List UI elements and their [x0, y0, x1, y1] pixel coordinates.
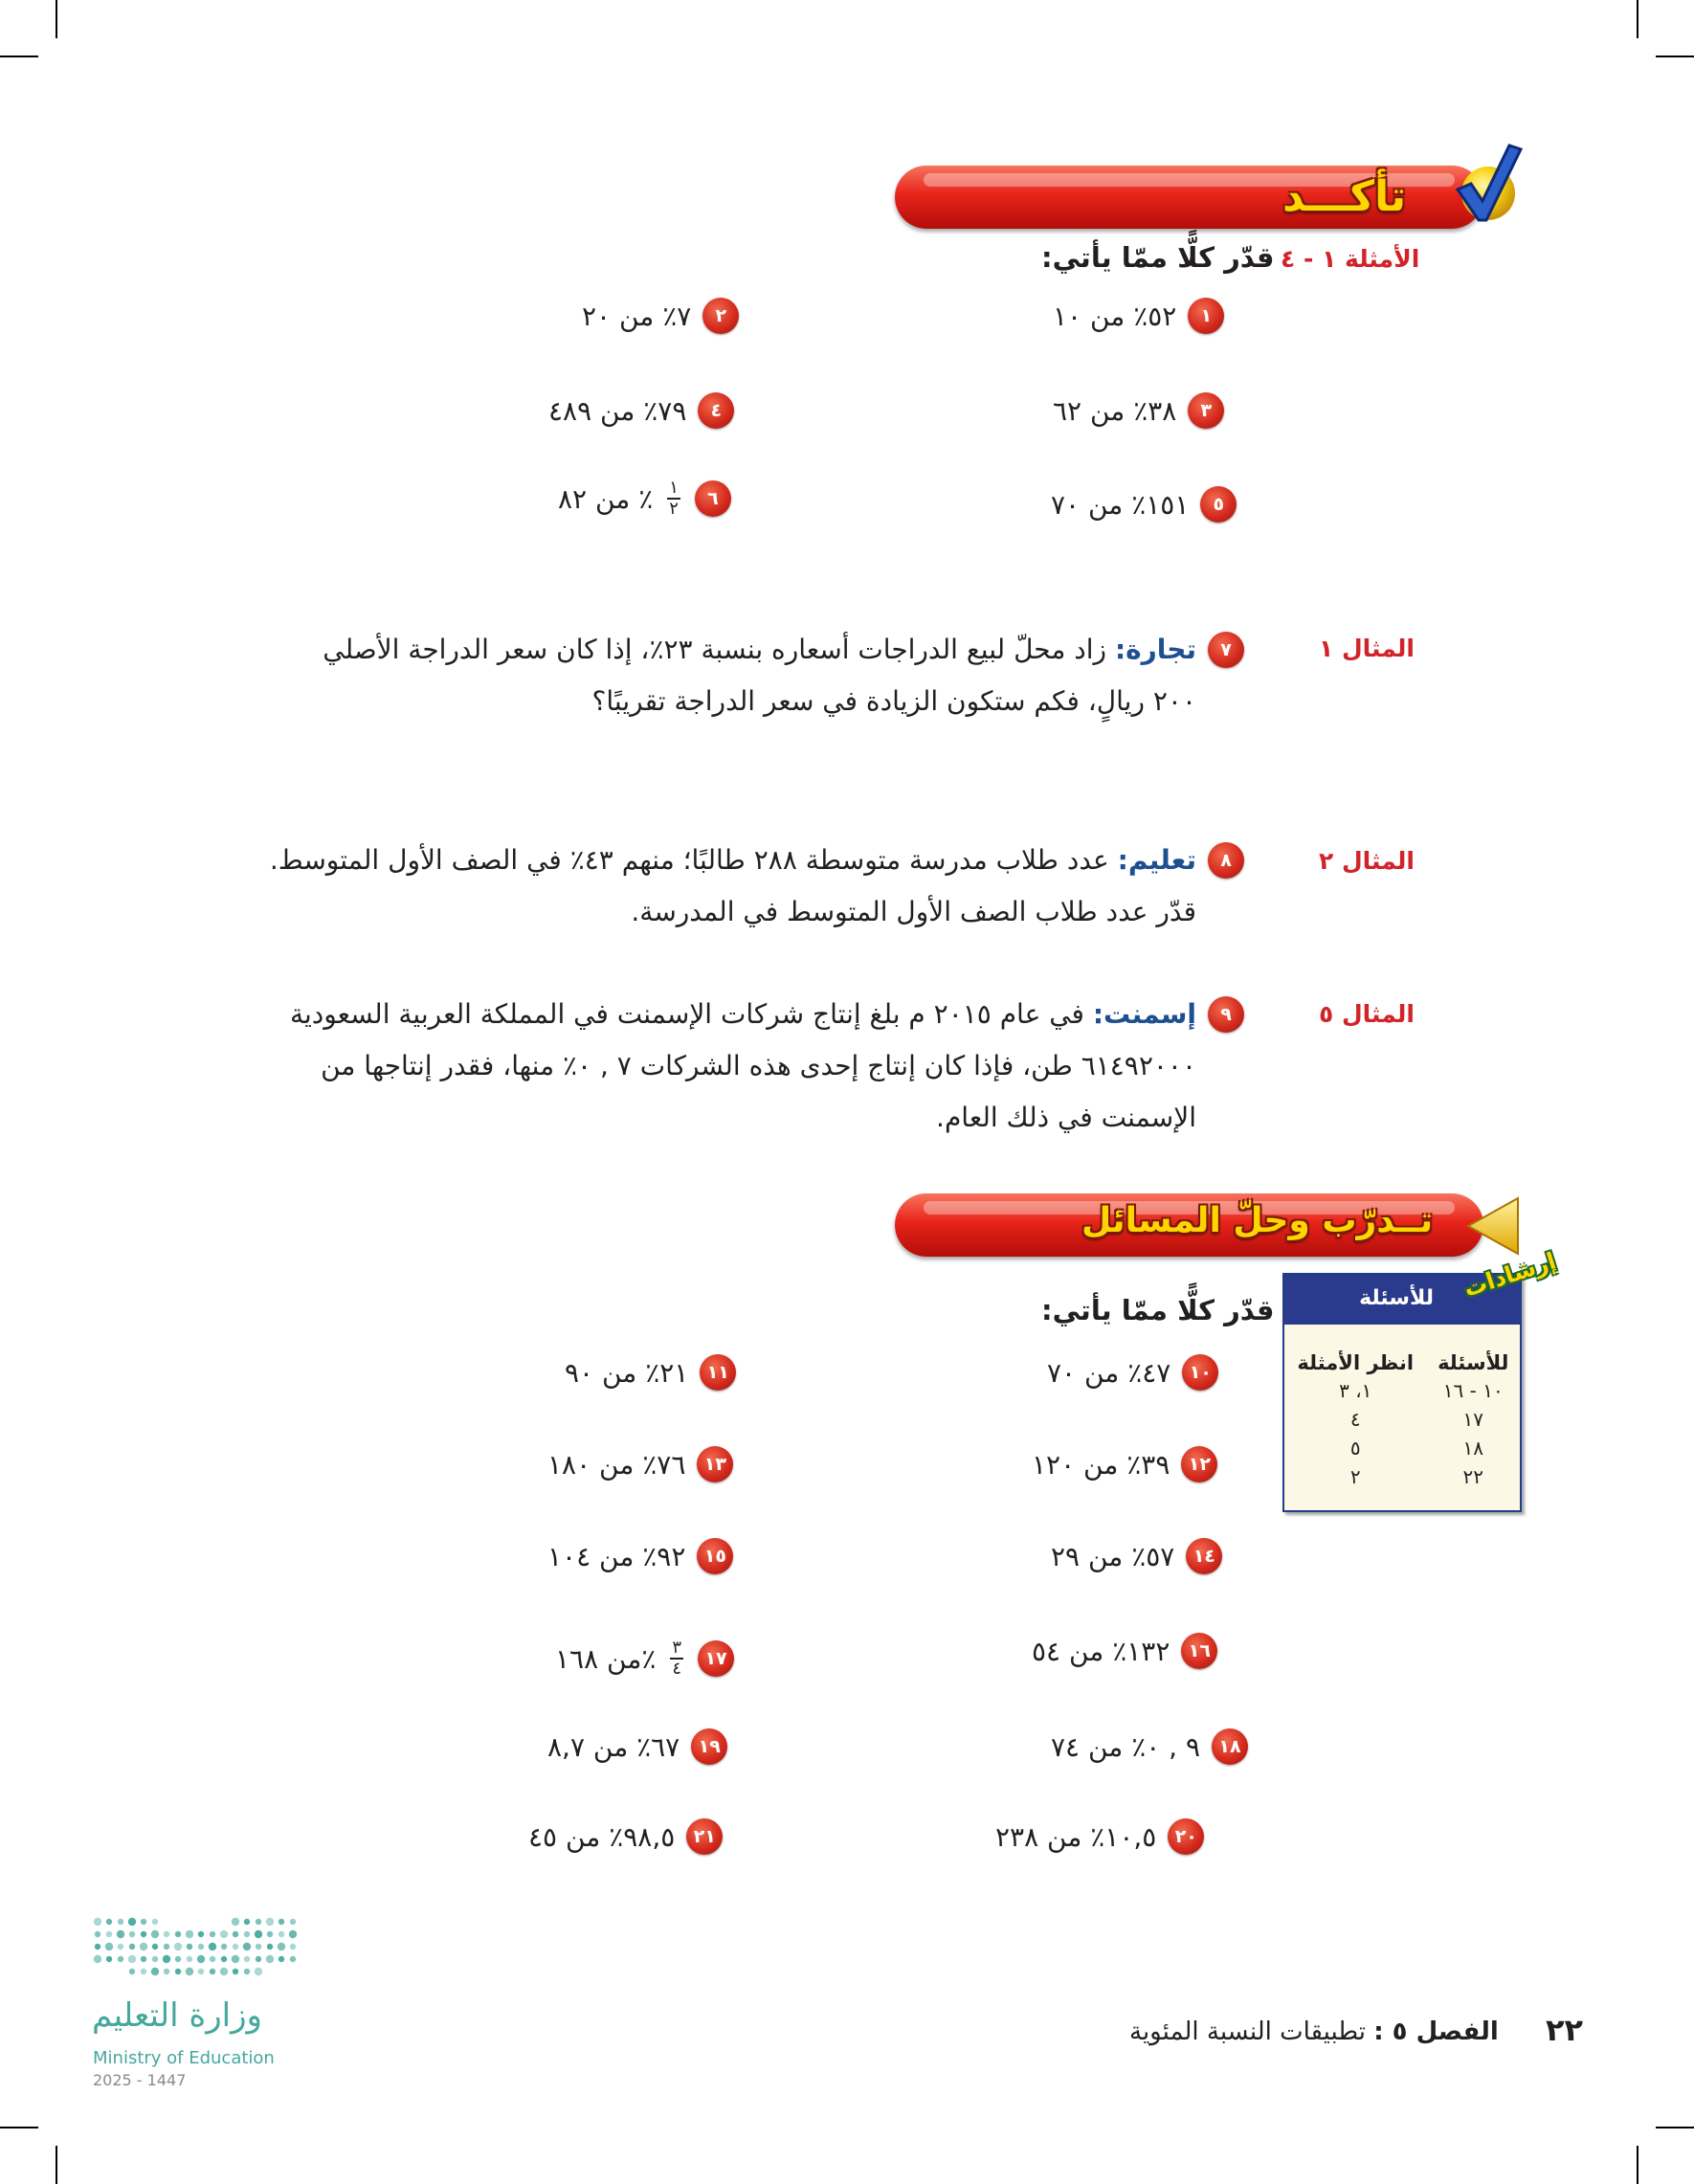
word-problem [287, 989, 1244, 1144]
exercise-number: ١ [1188, 298, 1224, 334]
edition-year: 2025 - 1447 [93, 2071, 187, 2089]
exercise-text: ٩٨,٥٪ من ٤٥ [528, 1820, 676, 1853]
table-row: ٢٢ ٢ [1349, 1465, 1483, 1488]
exercise-number: ١٥ [697, 1538, 733, 1574]
problem-text: تعليم: عدد طلاب مدرسة متوسطة ٢٨٨ طالبًا؛ منهم ٤٣٪ في الصف الأول المتوسط. قدّر عدد طلاب الصف الأول المتوسط في المدرسة. [269, 844, 1196, 927]
crop-mark [1656, 56, 1694, 57]
exercise-number: ١٢ [1181, 1446, 1217, 1482]
exercise-item [565, 1354, 736, 1391]
exercise-number: ١٤ [1186, 1538, 1222, 1574]
exercise-item [995, 1818, 1204, 1855]
exercise-item [1053, 298, 1224, 334]
problem-topic: إسمنت: [1092, 998, 1196, 1030]
exercise-item [547, 1728, 727, 1765]
check-banner-title: تأكـــد [1282, 172, 1407, 221]
exercise-number: ٣ [1188, 392, 1224, 429]
exercise-item [548, 392, 734, 429]
guide-col-questions: للأسئلة [1438, 1351, 1509, 1374]
crop-mark [56, 2146, 57, 2184]
checkmark-icon [1450, 134, 1525, 230]
problem-text: تجارة: زاد محلّ لبيع الدراجات أسعاره بنسبة ٢٣٪، إذا كان سعر الدراجة الأصلي ٢٠٠ ريالٍ، فكم ستكون الزيادة في سعر الدراجة تقريبًا؟ [323, 634, 1196, 717]
word-problem [239, 835, 1244, 938]
chapter-footer [1129, 2017, 1499, 2046]
exercise-text: ٥٧٪ من ٢٩ [1051, 1540, 1175, 1572]
fraction: $\frac{٣}{٤}$ [672, 1638, 682, 1679]
exercise-number: ١٣ [697, 1446, 733, 1482]
problem-topic: تعليم: [1117, 844, 1196, 876]
exercise-text: ١٠,٥٪ من ٢٣٨ [995, 1820, 1157, 1853]
page-number: ٢٢ [1546, 2012, 1584, 2048]
exercise-item [555, 1638, 734, 1679]
guide-col-examples: انظر الأمثلة [1297, 1351, 1415, 1374]
exercise-item [582, 298, 739, 334]
exercise-item [1032, 1446, 1217, 1482]
example-ref-label: المثال ٢ [1319, 847, 1415, 875]
table-row: ١٧ ٤ [1349, 1408, 1483, 1431]
exercise-item [1051, 486, 1237, 523]
practice-banner-title: تــدرّب وحلّ المسائل [1081, 1201, 1434, 1240]
example-ref-label: المثال ١ [1319, 635, 1415, 662]
exercise-item [528, 1818, 723, 1855]
exercise-text: ٩٢٪ من ١٠٤ [547, 1540, 686, 1572]
ministry-name-en: Ministry of Education [93, 2048, 275, 2068]
exercise-number: ١٠ [1182, 1354, 1218, 1391]
crop-mark [1637, 0, 1638, 38]
exercise-number: ١٩ [691, 1728, 727, 1765]
exercise-item [1053, 392, 1224, 429]
exercise-text: ٤٧٪ من ٧٠ [1047, 1356, 1171, 1389]
exercise-item [558, 479, 731, 519]
exercise-number: ٦ [695, 480, 731, 517]
table-row: ١٠ - ١٦ ١، ٣ [1339, 1379, 1504, 1402]
guide-table [1284, 1349, 1520, 1491]
exercise-item [1051, 1538, 1222, 1574]
crop-mark [0, 56, 38, 57]
exercise-text: ٪من ١٦٨ [555, 1642, 657, 1675]
guide-title: للأسئلة [1359, 1286, 1434, 1310]
crop-mark [1656, 2127, 1694, 2128]
guide-badge: إرشادات [1460, 1247, 1560, 1303]
crop-mark [56, 0, 57, 38]
exercise-text: ٣٩٪ من ١٢٠ [1032, 1448, 1170, 1481]
exercise-text: ٧٦٪ من ١٨٠ [547, 1448, 686, 1481]
exercise-text: ٪ من ٨٢ [558, 482, 654, 515]
exercise-text: ٥٢٪ من ١٠ [1053, 300, 1177, 332]
exercise-number: ٢٠ [1168, 1818, 1204, 1855]
practice-instruction: قدّر كلًّا ممّا يأتي: [1041, 1294, 1275, 1326]
exercise-text: ٢١٪ من ٩٠ [565, 1356, 689, 1389]
ministry-logo-icon [92, 1916, 302, 1983]
problem-text: إسمنت: في عام ٢٠١٥ م بلغ إنتاج شركات الإسمنت في المملكة العربية السعودية ٦١٤٩٢٠٠٠ طن، فإذا كان إنتاج إحدى هذه الشركات ٧ , ٠٪ منها، فقدر إنتاجها من الإسمنت في ذلك العام. [289, 998, 1196, 1133]
word-problem [239, 624, 1244, 727]
exercise-number: ٢ [702, 298, 739, 334]
crop-mark [0, 2127, 38, 2128]
fraction: $\frac{١}{٢}$ [669, 478, 679, 519]
exercise-number: ٢١ [686, 1818, 723, 1855]
exercise-item [547, 1538, 733, 1574]
exercise-item [547, 1446, 733, 1482]
problem-topic: تجارة: [1114, 634, 1196, 665]
arrow-icon [1464, 1194, 1522, 1258]
ministry-name-ar: وزارة التعليم [92, 1996, 262, 2035]
exercise-text: ٦٧٪ من ٨,٧ [547, 1730, 680, 1763]
exercise-number: ٧ [1208, 632, 1244, 668]
exercise-text: ٧٪ من ٢٠ [582, 300, 692, 332]
chapter-title: تطبيقات النسبة المئوية [1129, 2017, 1366, 2046]
exercise-item [1047, 1354, 1218, 1391]
exercise-item [1032, 1633, 1217, 1669]
exercise-number: ١٦ [1181, 1633, 1217, 1669]
exercise-number: ٤ [698, 392, 734, 429]
exercise-text: ١٣٢٪ من ٥٤ [1032, 1635, 1170, 1667]
exercise-number: ١١ [700, 1354, 736, 1391]
exercise-text: ٩ , ٠٪ من ٧٤ [1051, 1730, 1201, 1763]
chapter-label: الفصل ٥ : [1373, 2017, 1499, 2046]
crop-mark [1637, 2146, 1638, 2184]
exercise-number: ٨ [1208, 842, 1244, 879]
exercise-number: ١٧ [698, 1640, 734, 1677]
exercise-item [1051, 1728, 1248, 1765]
question-guide-box [1282, 1273, 1522, 1512]
examples-label: الأمثلة ١ - ٤ [1281, 245, 1420, 273]
exercise-text: ١٥١٪ من ٧٠ [1051, 488, 1190, 521]
check-instruction: قدّر كلًّا ممّا يأتي: [1041, 241, 1275, 274]
exercise-number: ٥ [1200, 486, 1237, 523]
exercise-number: ٩ [1208, 996, 1244, 1033]
example-ref-label: المثال ٥ [1319, 1000, 1415, 1028]
exercise-text: ٧٩٪ من ٤٨٩ [548, 394, 687, 427]
table-row: ١٨ ٥ [1349, 1437, 1483, 1460]
exercise-number: ١٨ [1212, 1728, 1248, 1765]
exercise-text: ٣٨٪ من ٦٢ [1053, 394, 1177, 427]
